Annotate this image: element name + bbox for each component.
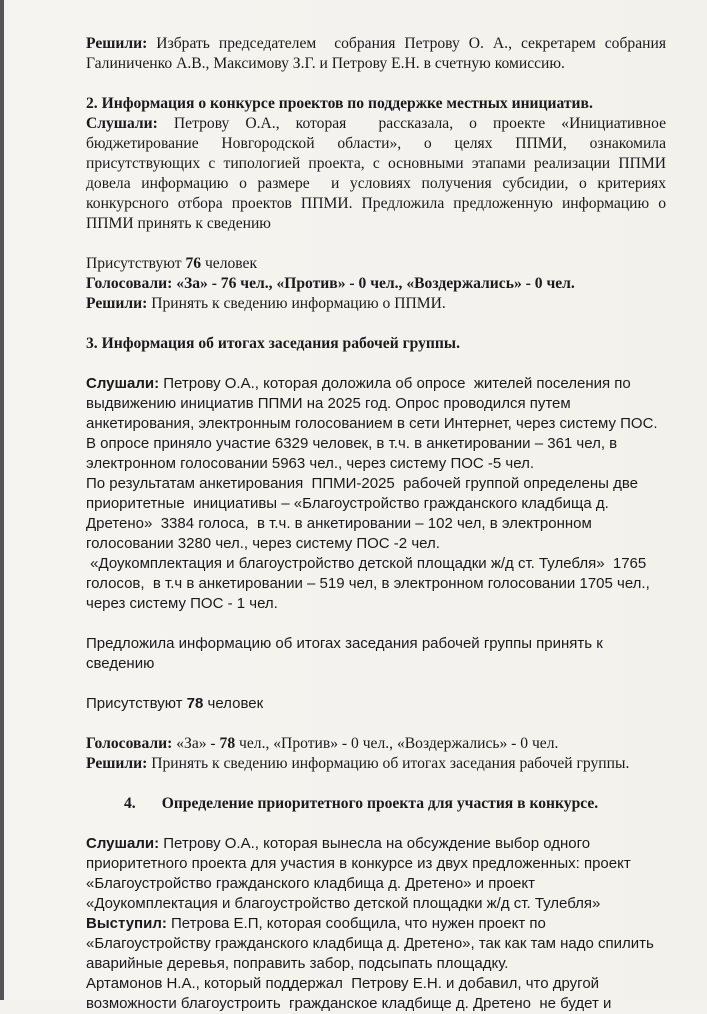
sec2-resolved [86,294,666,314]
vote-rest: чел., «Против» - 0 чел., «Воздержались» - 0 чел. [235,735,559,752]
sec4-heading [86,794,666,814]
resolved-text: Принять к сведению информацию о ППМИ. [147,295,446,312]
sec4-artamonov: Артамонов Н.А., который поддержал Петрову Е.Н. и добавил, что другой возможности благоустроить гражданское кладбище д. Дретено не будет и [86,975,612,1012]
sec3-present [86,694,666,714]
spoke-label: Выступил: [86,915,167,932]
sec4-spoke [86,914,666,974]
document-body [86,34,670,1014]
sec3-results: По результатам анкетирования ППМИ-2025 рабочей группой определены две приоритетные инициативы – «Благоустройство гражданского кладбища д. Дретено» 3384 голоса, в т.ч. в анкетировании – 102 чел, в электронном голосовании 3280 чел., через систему ПОС -2 чел. [86,475,643,552]
section-title: Определение приоритетного проекта для участия в конкурсе. [161,795,599,812]
vote-for-count: 78 [219,735,236,752]
resolved-label: Решили: [86,755,148,772]
sec3-proposal: Предложила информацию об итогах заседания рабочей группы принять к сведению [86,635,608,672]
present-suffix: человек [203,695,264,712]
section-number: 4. [124,795,136,812]
present-suffix: человек [201,255,258,272]
present-count: 76 [185,255,202,272]
heard-label: Слушали: [86,835,160,852]
sec2-present [86,254,666,274]
heard-label: Слушали: [86,375,160,392]
scan-edge [0,0,4,1000]
spoke-text: Петрова Е.П, которая сообщила, что нужен проект по «Благоустройству гражданского кладбища д. Дретено», так как там надо спилить аварийные деревья, поправить забор, подсыпать площадку. [86,915,658,972]
present-prefix: Присутствуют [86,695,187,712]
resolved-label: Решили: [86,295,148,312]
sec2-vote-line: Голосовали: «За» - 76 чел., «Против» - 0 чел., «Воздержались» - 0 чел. [86,275,575,292]
heard-text: Петрову О.А., которая вынесла на обсуждение выбор одного приоритетного проекта для участия в конкурсе из двух предложенных: проект «Благоустройство гражданского кладбища д. Дретено» и проект «Доукомплектация и благоустройство детской площадки ж/д ст. Тулебля» [86,835,640,912]
sec2-heard [86,114,670,234]
vote-for: «За» - [172,735,220,752]
sec3-heard [86,374,666,474]
heard-text: Петрову О.А., которая рассказала, о проекте «Инициативное бюджетирование Новгородской области», о целях ППМИ, ознакомила присутствующих с типологией проекта, с основными этапами реализации ППМИ довела информацию о размере и условиях получения субсидии, о критериях конкурсного отбора проектов ППМИ. Предложила предложенную информацию о ППМИ принять к сведению [86,115,670,232]
vote-label: Голосовали: [86,735,173,752]
heard-label: Слушали: [86,115,158,132]
sec3-heading: 3. Информация об итогах заседания рабочей группы. [86,335,460,352]
sec3-results-2: «Доукомплектация и благоустройство детской площадки ж/д ст. Тулебля» 1765 голосов, в т.ч в анкетировании – 519 чел, в электронном голосовании 1705 чел., через систему ПОС - 1 чел. [86,555,654,612]
sec2-heading: 2. Информация о конкурсе проектов по поддержке местных инициатив. [86,95,593,112]
present-prefix: Присутствуют [86,255,186,272]
sec3-vote-line [86,734,666,754]
resolved-text: Избрать председателем собрания Петрову О. А., секретарем собрания Галиниченко А.В., Максимову З.Г. и Петрову Е.Н. в счетную комиссию. [86,35,670,72]
resolved-text: Принять к сведению информацию об итогах заседания рабочей группы. [147,755,630,772]
heard-text: Петрову О.А., которая доложила об опросе жителей поселения по выдвижению инициатив ППМИ на 2025 год. Опрос проводился путем анкетирования, электронным голосованием в сети Интернет, через систему ПОС. В опросе приняло участие 6329 человек, в т.ч. в анкетировании – 361 чел, в электронном голосовании 5963 чел., через систему ПОС -5 чел. [86,375,662,472]
resolved-label: Решили: [86,35,148,52]
sec1-resolved [86,34,670,74]
sec3-resolved [86,754,666,774]
present-count: 78 [186,695,204,712]
sec4-heard [86,834,666,914]
